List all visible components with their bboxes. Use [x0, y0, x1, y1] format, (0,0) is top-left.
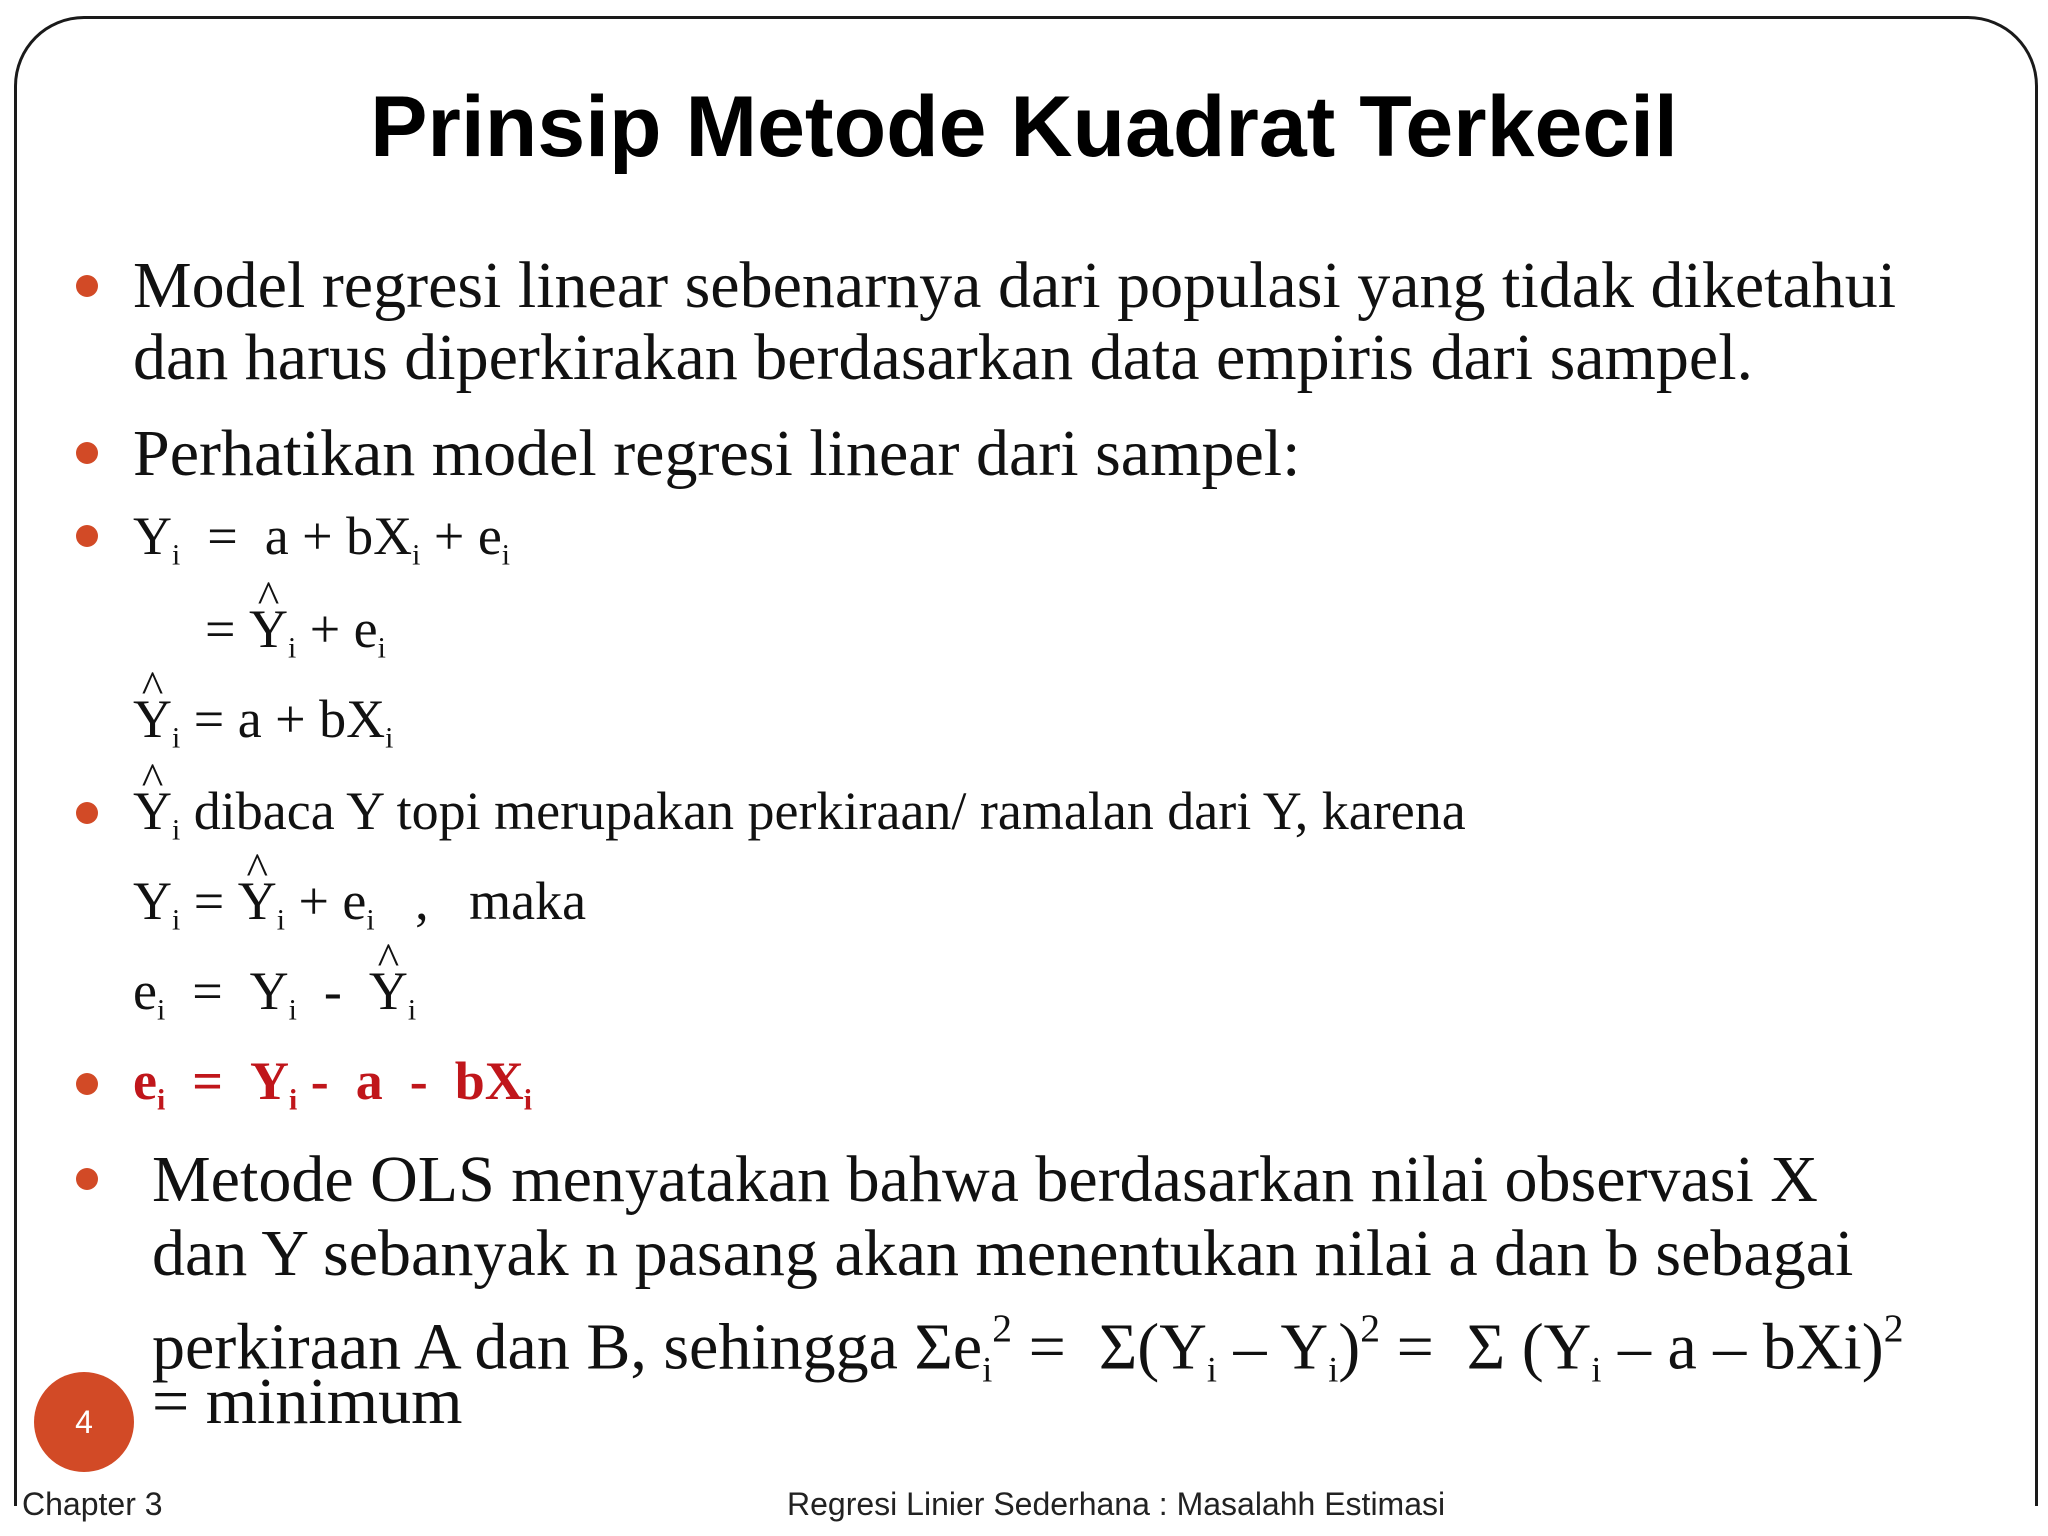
highlighted-equation: $e_i = Y_i - a - bX_i$ — [133, 1051, 532, 1117]
bullet-dot — [76, 1168, 98, 1190]
bullet-dot — [76, 1073, 98, 1095]
paragraph-line: dan Y sebanyak n pasang akan menentukan nilai a dan b sebagai — [152, 1217, 1854, 1290]
bullet-dot — [76, 525, 98, 547]
slide-title: Prinsip Metode Kuadrat Terkecil — [370, 79, 1678, 175]
maka-text: maka — [469, 871, 587, 931]
equation-line: ^ $Y_i = a + bX_i$ — [133, 688, 393, 755]
page-number-badge: 4 — [34, 1372, 134, 1472]
paragraph-line: Metode OLS menyatakan bahwa berdasarkan nilai observasi X — [152, 1143, 1818, 1216]
bullet-dot — [76, 442, 98, 464]
paragraph-line: Model regresi linear sebenarnya dari populasi yang tidak diketahui — [133, 249, 1897, 322]
equation-line: ^ $Y_i$ dibaca Y topi merupakan perkiraan/ ramalan dari Y, karena — [133, 780, 1466, 847]
paragraph-line: = minimum — [152, 1365, 463, 1438]
footer-chapter: Chapter 3 — [22, 1486, 163, 1522]
bullet-dot — [76, 802, 98, 824]
paragraph-text: dibaca Y topi merupakan perkiraan/ ramalan dari Y, karena — [193, 781, 1466, 841]
equation-line: $Y_i = a + bX_i + e_i$ — [133, 506, 511, 572]
footer-title: Regresi Linier Sederhana : Masalahh Estimasi — [787, 1486, 1446, 1522]
equation-line: $e_i = Y_i$ - ^ $Y_i$ — [133, 960, 416, 1027]
paragraph-line: dan harus diperkirakan berdasarkan data empiris dari sampel. — [133, 321, 1754, 394]
equation-line: $Y_i$ = ^ $Y_i + e_i$ , maka — [133, 870, 586, 937]
equation-line: = ^ $Y_i + e_i$ — [205, 598, 386, 665]
paragraph-line: perkiraan A dan B, sehingga $\Sigma e_i^2 = \Sigma(Y_i - Y_i)^2 = \Sigma$ ($Y_i$ – a – bXi)$^2$ — [152, 1306, 1904, 1390]
paragraph-line: Perhatikan model regresi linear dari sampel: — [133, 417, 1301, 490]
paragraph-text: perkiraan A dan B, sehingga — [152, 1310, 898, 1384]
bullet-dot — [76, 275, 98, 297]
